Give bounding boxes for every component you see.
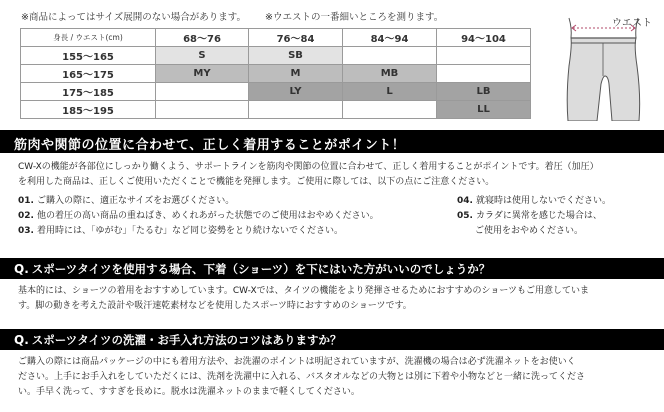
- q-label: Q.: [14, 333, 29, 347]
- table-row: [21, 83, 531, 101]
- size-cell: [437, 65, 531, 83]
- table-header-row: [21, 29, 531, 47]
- list-item: 05. カラダに異常を感じた場合は、: [457, 211, 602, 221]
- header-cell: 身長 / ウエスト(cm): [21, 29, 156, 47]
- question-text: スポーツタイツの洗濯・お手入れ方法のコツはありますか？: [31, 333, 342, 347]
- size-cell: SB: [249, 47, 343, 65]
- q-label: Q.: [14, 262, 29, 276]
- list-item: 01. ご購入の際に、適正なサイズをお選びください。: [18, 196, 235, 206]
- fit-description: [18, 160, 599, 190]
- height-cell: 165〜175: [21, 65, 156, 83]
- height-cell: 175〜185: [21, 83, 156, 101]
- size-cell: [156, 83, 249, 101]
- question-washing: [0, 329, 664, 350]
- list-item: ご使用をおやめください。: [475, 226, 584, 236]
- size-availability-note: ※商品によってはサイズ展開のない場合があります。: [21, 12, 246, 23]
- question-text: スポーツタイツを使用する場合、下着（ショーツ）を下にはいた方がいいのでしょうか？: [31, 262, 491, 276]
- caution-list-left: [18, 194, 379, 239]
- answer-washing: [18, 355, 585, 400]
- header-cell: 76〜84: [249, 29, 343, 47]
- text-line: す。脚の動きを考えた設計や吸汗速乾素材などを使用したスポーツ時におすすめのショーツです。: [18, 301, 412, 311]
- size-cell: MB: [343, 65, 437, 83]
- size-cell: [343, 101, 437, 119]
- list-item: 03. 着用時には、「ゆがむ」「たるむ」など同じ姿勢をとり続けないでください。: [18, 226, 343, 236]
- size-cell: [343, 47, 437, 65]
- answer-underwear: [18, 284, 589, 314]
- size-cell: LB: [437, 83, 531, 101]
- height-cell: 155〜165: [21, 47, 156, 65]
- text-line: い。手早く洗って、すすぎを長めに。脱水は洗濯ネットのままで軽くしてください。: [18, 387, 360, 397]
- size-cell: LL: [437, 101, 531, 119]
- size-cell: MY: [156, 65, 249, 83]
- header-cell: 94〜104: [437, 29, 531, 47]
- caution-list-right: [457, 194, 611, 239]
- question-underwear: [0, 258, 664, 279]
- text-line: ださい。上手にお手入れをしていただくには、洗剤を洗濯中に入れる、バスタオルなどの大物とは別に下着や小物などと一緒に洗ってくださ: [18, 372, 586, 382]
- waist-label: ウエスト: [612, 18, 652, 29]
- size-cell: LY: [249, 83, 343, 101]
- list-item: 02. 他の着圧の高い商品の重ねばき、めくれあがった状態でのご使用はおやめください。: [18, 211, 379, 221]
- section-title-fit: 筋肉や関節の位置に合わせて、正しく着用することがポイント！: [0, 130, 664, 153]
- text-line: CW-Xの機能が各部位にしっかり働くよう、サポートラインを筋肉や関節の位置に合わせて、正しく着用することがポイントです。着圧（加圧）: [18, 162, 599, 172]
- size-cell: L: [343, 83, 437, 101]
- size-cell: [156, 101, 249, 119]
- text-line: ご購入の際には商品パッケージの中にも着用方法や、お洗濯のポイントは明記されていますが、洗濯機の場合は必ず洗濯ネットをお使いく: [18, 357, 576, 367]
- text-line: 基本的には、ショーツの着用をおすすめしています。CW-Xでは、タイツの機能をより発揮させるためにおすすめのショーツもご用意していま: [18, 286, 589, 296]
- size-cell: M: [249, 65, 343, 83]
- table-row: [21, 65, 531, 83]
- table-row: [21, 47, 531, 65]
- header-cell: 68〜76: [156, 29, 249, 47]
- header-cell: 84〜94: [343, 29, 437, 47]
- list-item: 04. 就寝時は使用しないでください。: [457, 196, 611, 206]
- table-row: [21, 101, 531, 119]
- text-line: を利用した商品は、正しくご使用いただくことで機能を発揮します。ご使用に際しては、以下の点にご注意ください。: [18, 177, 495, 187]
- size-cell: S: [156, 47, 249, 65]
- size-chart-table: [20, 28, 531, 119]
- waist-measure-note: ※ウエストの一番細いところを測ります。: [265, 12, 444, 23]
- size-cell: [249, 101, 343, 119]
- height-cell: 185〜195: [21, 101, 156, 119]
- size-cell: [437, 47, 531, 65]
